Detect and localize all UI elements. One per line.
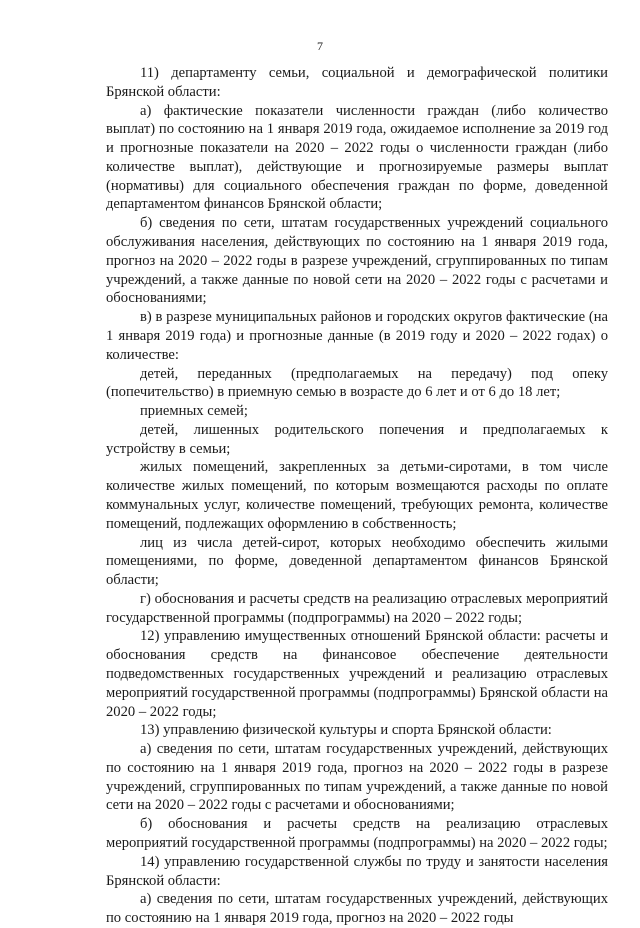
paragraph: г) обоснования и расчеты средств на реализацию отраслевых мероприятий государственной программы (подпрограммы) на 2020 – 2022 годы; [106,590,608,626]
paragraph: 14) управлению государственной службы по труду и занятости населения Брянской области: [106,853,608,889]
paragraph: приемных семей; [140,403,248,420]
paragraph: а) сведения по сети, штатам государственных учреждений, действующих по состоянию на 1 января 2019 года, прогноз на 2020 – 2022 годы в разрезе учреждений, сгруппированных по типам учреждений, а также данные по новой сети на 2020 – 2022 годы с расчетами и обоснованиями; [106,741,608,814]
paragraph: б) обоснования и расчеты средств на реализацию отраслевых мероприятий государственной программы (подпрограммы) на 2020 – 2022 годы; [106,816,608,852]
paragraph: 13) управлению физической культуры и спорта Брянской области: [140,722,552,739]
page-number: 7 [317,39,323,53]
paragraph: детей, переданных (предполагаемых на передачу) под опеку (попечительство) в приемную семью в возрасте до 6 лет и от 6 до 18 лет; [106,365,608,401]
paragraph: жилых помещений, закрепленных за детьми-сиротами, в том числе количестве жилых помещений, по которым возмещаются расходы по оплате коммунальных услуг, количестве помещений, требующих ремонта, количестве помещений, подлежащих оформлению в собственность; [106,459,608,532]
paragraph: в) в разрезе муниципальных районов и городских округов фактические (на 1 января 2019 года) и прогнозные данные (в 2019 году и 2020 – 2022 годах) о количестве: [106,309,608,363]
paragraph: б) сведения по сети, штатам государственных учреждений социального обслуживания населения, действующих по состоянию на 1 января 2019 года, прогноз на 2020 – 2022 годы в разрезе учреждений, сгруппированных по типам учреждений, а также данные по новой сети на 2020 – 2022 годы с расчетами и обоснованиями; [106,215,608,307]
paragraph: а) сведения по сети, штатам государственных учреждений, действующих по состоянию на 1 января 2019 года, прогноз на 2020 – 2022 годы [106,891,608,927]
paragraph: 11) департаменту семьи, социальной и демографической политики Брянской области: [106,65,608,100]
document-body [106,64,608,928]
paragraph: а) фактические показатели численности граждан (либо количество выплат) по состоянию на 1 января 2019 года, ожидаемое исполнение за 2019 год и прогнозные показатели на 2020 – 2022 годы о численности граждан (либо количестве выплат), действующие и прогнозируемые размеры выплат (нормативы) для социального обеспечения граждан по форме, доведенной департаментом финансов Брянской области; [106,102,608,213]
paragraph: лиц из числа детей-сирот, которых необходимо обеспечить жилыми помещениями, по форме, доведенной департаментом финансов Брянской области; [106,534,608,589]
paragraph: 12) управлению имущественных отношений Брянской области: расчеты и обоснования средств на финансовое обеспечение деятельности подведомственных государственных учреждений и реализацию отраслевых мероприятий государственной программы (подпрограммы) Брянской области на 2020 – 2022 годы; [106,628,608,720]
paragraph: детей, лишенных родительского попечения и предполагаемых к устройству в семьи; [106,421,608,457]
